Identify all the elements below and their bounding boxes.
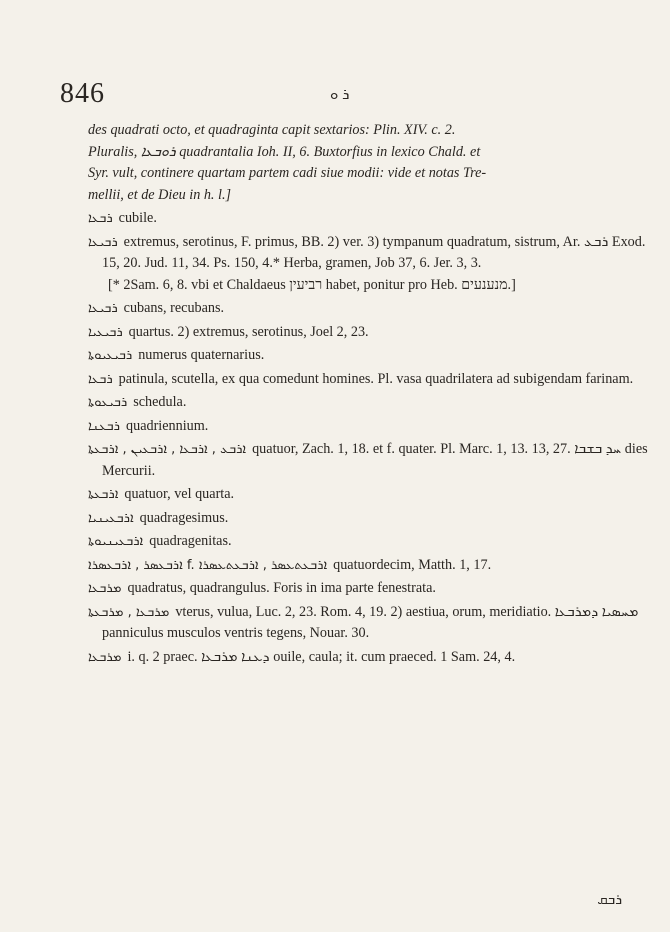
definition: quatuordecim, Matth. 1, 17. bbox=[333, 556, 492, 573]
running-head: ܪ ܘ bbox=[330, 87, 350, 103]
entry bbox=[88, 602, 648, 645]
definition: quadriennium. bbox=[126, 417, 209, 434]
entry bbox=[88, 578, 648, 600]
definition: vterus, vulua, Luc. 2, 23. Rom. 4, 19. 2) aestiua, orum, meridiatio. ܡܚܣܝܐ ܕܡܪܒܥܐ panniculus musculos ventris tegens, Nouar. 30. bbox=[102, 603, 639, 641]
entry bbox=[88, 322, 648, 344]
definition: quadragesimus. bbox=[139, 509, 229, 526]
headword: ܐܪܒܥܝܢܝܐ bbox=[88, 510, 134, 526]
headword: ܡܪܒܥܐ , ܡܪܒܥܬܐ bbox=[88, 604, 170, 620]
continuation-line: Pluralis, ܪܘܒܥܐ quadrantalia Ioh. II, 6. Buxtorfius in lexico Chald. et bbox=[88, 143, 481, 160]
definition: quatuor, vel quarta. bbox=[124, 486, 235, 502]
catchword: ܪܒܩ bbox=[597, 892, 622, 908]
definition: quadragenitas. bbox=[149, 533, 232, 549]
continuation-line: mellii, et de Dieu in h. l.] bbox=[88, 186, 232, 203]
page-number: 846 bbox=[60, 78, 105, 109]
headword: ܐܪܒܥܝܢܝܘܬܐ bbox=[88, 534, 144, 549]
headword: ܐܪܒܥܣܪ , ܐܪܒܥܣܪܐ f. ܐܪܒܥܬܥܣܪ , ܐܪܒܥܬܥܣܪܐ bbox=[88, 557, 328, 573]
entry bbox=[88, 416, 648, 438]
entry bbox=[88, 439, 648, 482]
headword: ܪܒܝܥܐ bbox=[88, 301, 118, 316]
headword: ܪܒܝܥܘܬܐ bbox=[88, 395, 128, 410]
footnote bbox=[88, 275, 648, 297]
definition: i. q. 2 praec. ܕܥܢܐ ܡܪܒܥܐ ouile, caula; it. cum praeced. 1 Sam. 24, 4. bbox=[127, 648, 516, 665]
headword: ܐܪܒܥ , ܐܪܒܥܐ , ܐܪܒܥܝܢ , ܐܪܒܥܬܐ bbox=[88, 442, 247, 457]
headword: ܪܒܥܐ bbox=[88, 211, 113, 226]
definition: patinula, scutella, ex qua comedunt homines. Pl. vasa quadrilatera ad subigendam farinam. bbox=[118, 370, 634, 387]
entry bbox=[88, 298, 648, 320]
definition: numerus quaternarius. bbox=[138, 347, 265, 363]
entry bbox=[88, 531, 648, 553]
entry bbox=[88, 369, 648, 391]
continuation-line: Syr. vult, continere quartam partem cadi siue modii: vide et notas Tre- bbox=[88, 165, 487, 181]
entry bbox=[88, 232, 648, 275]
definition: quadratus, quadrangulus. Foris in ima parte fenestrata. bbox=[127, 580, 436, 596]
definition: quatuor, Zach. 1, 18. et f. quater. Pl. Marc. 1, 13. 13, 27. ܚܕ ܒܫܒܐ dies Mercurii. bbox=[102, 441, 648, 479]
headword: ܪܒܝܥܐ bbox=[88, 234, 118, 250]
entry bbox=[88, 555, 648, 577]
definition: [* 2Sam. 6, 8. vbi et Chaldaeus רביעין habet, ponitur pro Heb. מנענעים.] bbox=[108, 276, 516, 293]
headword: ܪܒܥܐ bbox=[88, 371, 113, 387]
entry bbox=[88, 484, 648, 506]
headword: ܐܪܒܥܬܐ bbox=[88, 487, 119, 502]
dictionary-body bbox=[88, 120, 648, 668]
entry bbox=[88, 508, 648, 530]
definition: cubans, recubans. bbox=[123, 300, 225, 316]
entry bbox=[88, 647, 648, 669]
entry bbox=[88, 208, 648, 230]
headword: ܡܪܒܥܐ bbox=[88, 649, 122, 665]
entry bbox=[88, 345, 648, 367]
definition: schedula. bbox=[133, 394, 187, 410]
page-header bbox=[60, 78, 610, 114]
headword: ܪܒܝܥܝܐ bbox=[88, 324, 123, 340]
headword: ܡܪܒܥܐ bbox=[88, 581, 122, 596]
continuation-line: des quadrati octo, et quadraginta capit sextarios: Plin. XIV. c. 2. bbox=[88, 122, 456, 138]
entry bbox=[88, 392, 648, 414]
definition: cubile. bbox=[118, 210, 157, 226]
definition: extremus, serotinus, F. primus, BB. 2) ver. 3) tympanum quadratum, sistrum, Ar. ܪܒܥ Exod. 15, 20. Jud. 11, 34. Ps. 150, 4.* Herba, gramen, Job 37, 6. Jer. 3, 3. bbox=[102, 233, 646, 271]
headword: ܪܒܥܢܐ bbox=[88, 418, 120, 434]
headword: ܪܒܝܥܝܘܬܐ bbox=[88, 348, 133, 363]
definition: quartus. 2) extremus, serotinus, Joel 2, 23. bbox=[128, 323, 369, 340]
